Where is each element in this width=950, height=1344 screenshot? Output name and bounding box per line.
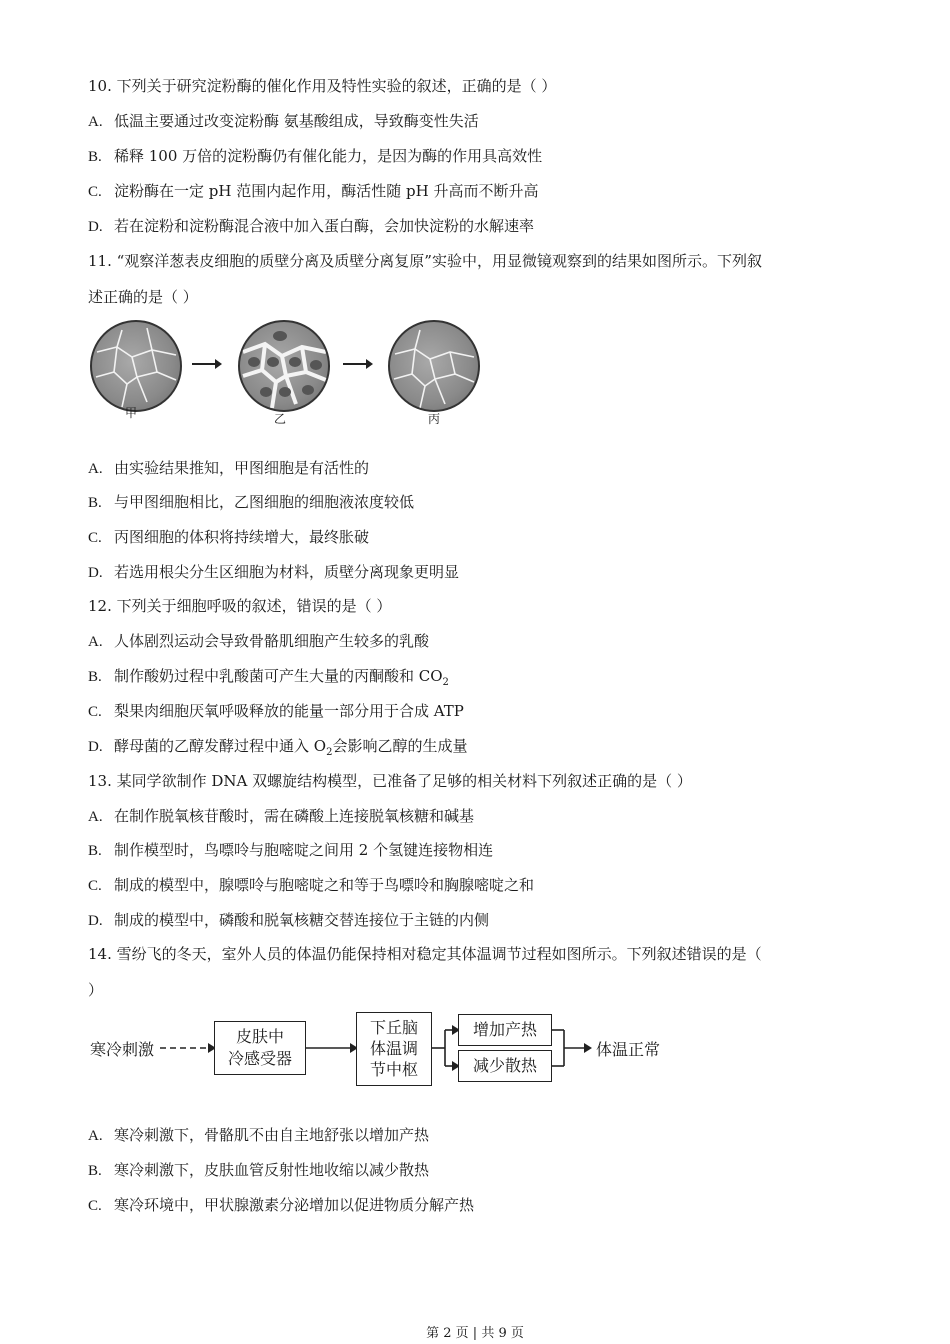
option-text: 制作酸奶过程中乳酸菌可产生大量的丙酮酸和 CO bbox=[114, 667, 443, 685]
q12-option-a bbox=[88, 631, 429, 652]
option-text: 在制作脱氧核苷酸时，需在磷酸上连接脱氧核糖和碱基 bbox=[114, 807, 475, 825]
option-label: C. bbox=[88, 530, 102, 546]
option-label: C. bbox=[88, 184, 102, 200]
flow-box-increase-heat: 增加产热 bbox=[458, 1014, 552, 1046]
cell-image-yi bbox=[238, 320, 330, 412]
q12-option-c bbox=[88, 701, 464, 722]
q14-option-c bbox=[88, 1195, 474, 1216]
thermoregulation-flowchart bbox=[88, 1008, 688, 1090]
q11-option-b bbox=[88, 492, 414, 513]
option-text: 低温主要通过改变淀粉酶 氨基酸组成，导致酶变性失活 bbox=[114, 112, 479, 130]
q12-stem: 12. 下列关于细胞呼吸的叙述，错误的是（ ） bbox=[88, 597, 392, 615]
subscript: 2 bbox=[442, 677, 449, 688]
option-text: 梨果肉细胞厌氧呼吸释放的能量一部分用于合成 ATP bbox=[114, 702, 464, 720]
q10-option-a bbox=[88, 111, 479, 132]
option-label: B. bbox=[88, 149, 102, 165]
q14-option-a bbox=[88, 1125, 429, 1146]
q10-option-c bbox=[88, 181, 538, 202]
label-jia: 甲 bbox=[125, 406, 138, 420]
flow-box-receptor bbox=[214, 1021, 306, 1075]
q11-stem-line2: 述正确的是（ ） bbox=[88, 288, 198, 306]
center-line1: 下丘脑 bbox=[369, 1018, 418, 1037]
option-text: 若在淀粉和淀粉酶混合液中加入蛋白酶，会加快淀粉的水解速率 bbox=[114, 217, 535, 235]
option-label: B. bbox=[88, 495, 102, 511]
arrow-right-icon bbox=[192, 363, 220, 365]
option-text: 淀粉酶在一定 pH 范围内起作用，酶活性随 pH 升高而不断升高 bbox=[114, 182, 539, 200]
q14-stem-line1: 14. 雪纷飞的冬天，室外人员的体温仍能保持相对稳定其体温调节过程如图所示。下列叙述错误的是（ bbox=[88, 945, 762, 963]
center-line2: 体温调 bbox=[369, 1039, 418, 1058]
option-label: A. bbox=[88, 634, 103, 650]
option-label: A. bbox=[88, 114, 103, 130]
center-line3: 节中枢 bbox=[369, 1060, 418, 1079]
option-label: A. bbox=[88, 461, 103, 477]
q11-option-c bbox=[88, 527, 369, 548]
cell-image-jia bbox=[90, 320, 182, 412]
option-text: 酵母菌的乙醇发酵过程中通入 O bbox=[114, 737, 327, 755]
option-text: 制成的模型中，磷酸和脱氧核糖交替连接位于主链的内侧 bbox=[114, 911, 490, 929]
option-label: D. bbox=[88, 739, 103, 755]
cell-walls-yi bbox=[240, 322, 328, 410]
option-text: 人体剧烈运动会导致骨骼肌细胞产生较多的乳酸 bbox=[114, 632, 430, 650]
q13-option-a bbox=[88, 806, 474, 827]
flow-result: 体温正常 bbox=[596, 1040, 661, 1059]
receptor-line1: 皮肤中 bbox=[235, 1027, 284, 1046]
option-label: B. bbox=[88, 1163, 102, 1179]
subscript: 2 bbox=[326, 747, 333, 758]
option-text: 寒冷环境中，甲状腺激素分泌增加以促进物质分解产热 bbox=[114, 1196, 475, 1214]
option-label: D. bbox=[88, 913, 103, 929]
option-label: A. bbox=[88, 1128, 103, 1144]
q12-option-d bbox=[88, 736, 467, 763]
option-text: 若选用根尖分生区细胞为材料，质壁分离现象更明显 bbox=[114, 563, 460, 581]
option-label: C. bbox=[88, 1198, 102, 1214]
flow-stimulus: 寒冷刺激 bbox=[90, 1040, 155, 1059]
label-yi: 乙 bbox=[274, 412, 287, 426]
option-text: 寒冷刺激下，骨骼肌不由自主地舒张以增加产热 bbox=[114, 1126, 430, 1144]
page-footer: 第 2 页 | 共 9 页 bbox=[426, 1326, 524, 1341]
label-bing: 丙 bbox=[428, 412, 441, 426]
q13-stem: 13. 某同学欲制作 DNA 双螺旋结构模型，已准备了足够的相关材料下列叙述正确的是（ ） bbox=[88, 772, 692, 790]
q11-microscope-figure bbox=[88, 318, 488, 428]
cell-walls-jia bbox=[92, 322, 180, 410]
flow-box-center bbox=[356, 1012, 432, 1086]
option-label: B. bbox=[88, 843, 102, 859]
option-text-end: 会影响乙醇的生成量 bbox=[332, 737, 468, 755]
q11-option-a bbox=[88, 458, 369, 479]
q13-option-d bbox=[88, 910, 489, 931]
q10-option-b bbox=[88, 146, 542, 167]
cell-walls-bing bbox=[390, 322, 478, 410]
receptor-line2: 冷感受器 bbox=[227, 1049, 292, 1068]
arrow-right-icon bbox=[343, 363, 371, 365]
q14-stem-line2: ） bbox=[88, 981, 104, 999]
option-text: 制作模型时，鸟嘌呤与胞嘧啶之间用 2 个氢键连接物相连 bbox=[114, 841, 494, 859]
option-label: B. bbox=[88, 669, 102, 685]
option-text: 与甲图细胞相比，乙图细胞的细胞液浓度较低 bbox=[114, 493, 415, 511]
option-label: D. bbox=[88, 565, 103, 581]
option-label: A. bbox=[88, 809, 103, 825]
q13-option-c bbox=[88, 875, 534, 896]
option-label: C. bbox=[88, 704, 102, 720]
flow-box-reduce-heat-loss: 减少散热 bbox=[458, 1050, 552, 1082]
q11-stem-line1: 11. “观察洋葱表皮细胞的质壁分离及质壁分离复原”实验中，用显微镜观察到的结果如图所示。下列叙 bbox=[88, 252, 762, 270]
option-text: 由实验结果推知，甲图细胞是有活性的 bbox=[114, 459, 370, 477]
q14-option-b bbox=[88, 1160, 429, 1181]
cell-image-bing bbox=[388, 320, 480, 412]
option-label: D. bbox=[88, 219, 103, 235]
option-text: 稀释 100 万倍的淀粉酶仍有催化能力，是因为酶的作用具高效性 bbox=[114, 147, 543, 165]
option-label: C. bbox=[88, 878, 102, 894]
q10-option-d bbox=[88, 216, 534, 237]
q13-option-b bbox=[88, 840, 493, 861]
q11-option-d bbox=[88, 562, 459, 583]
q12-option-b bbox=[88, 666, 449, 693]
option-text: 制成的模型中，腺嘌呤与胞嘧啶之和等于鸟嘌呤和胸腺嘧啶之和 bbox=[114, 876, 535, 894]
option-text: 丙图细胞的体积将持续增大，最终胀破 bbox=[114, 528, 370, 546]
option-text: 寒冷刺激下，皮肤血管反射性地收缩以减少散热 bbox=[114, 1161, 430, 1179]
q10-stem: 10. 下列关于研究淀粉酶的催化作用及特性实验的叙述，正确的是（ ） bbox=[88, 77, 557, 95]
